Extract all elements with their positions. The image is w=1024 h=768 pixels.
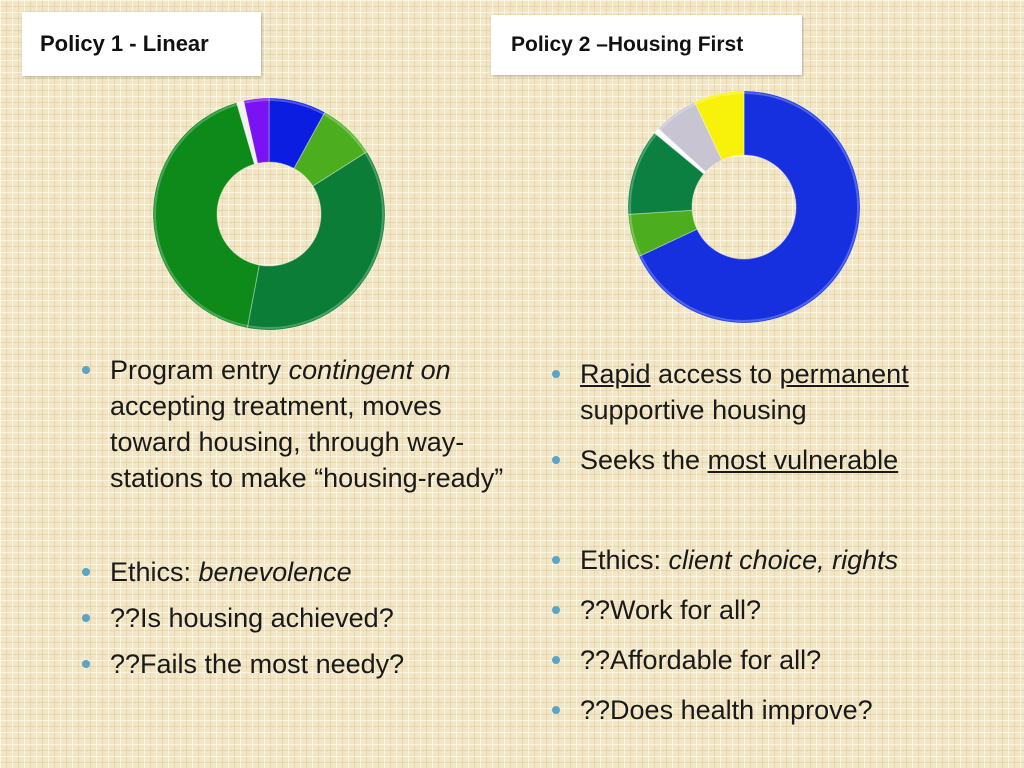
policy-1-donut-chart [150, 95, 388, 333]
list-item: ??Affordable for all? [548, 642, 988, 678]
list-item: Ethics: benevolence [78, 554, 518, 590]
list-item: ??Is housing achieved? [78, 600, 518, 636]
list-item: Seeks the most vulnerable [548, 442, 988, 478]
policy-2-title [491, 15, 802, 75]
policy-1-title-text: Policy 1 - Linear [40, 31, 209, 56]
policy-1-bullet-list [78, 352, 518, 682]
donut-segment-3 [153, 103, 259, 328]
list-item: Ethics: client choice, rights [548, 542, 988, 578]
list-item: Program entry contingent on accepting treatment, moves toward housing, through way-stations to make “housing-ready” [78, 352, 518, 496]
policy-2-donut-chart [625, 88, 863, 326]
list-item: ??Does health improve? [548, 692, 988, 728]
policy-2-title-text: Policy 2 –Housing First [511, 33, 744, 56]
policy-1-title [22, 12, 261, 76]
list-item: ??Work for all? [548, 592, 988, 628]
list-item: ??Fails the most needy? [78, 646, 518, 682]
list-item: Rapid access to permanent supportive housing [548, 356, 988, 428]
policy-2-bullet-list [548, 356, 988, 728]
